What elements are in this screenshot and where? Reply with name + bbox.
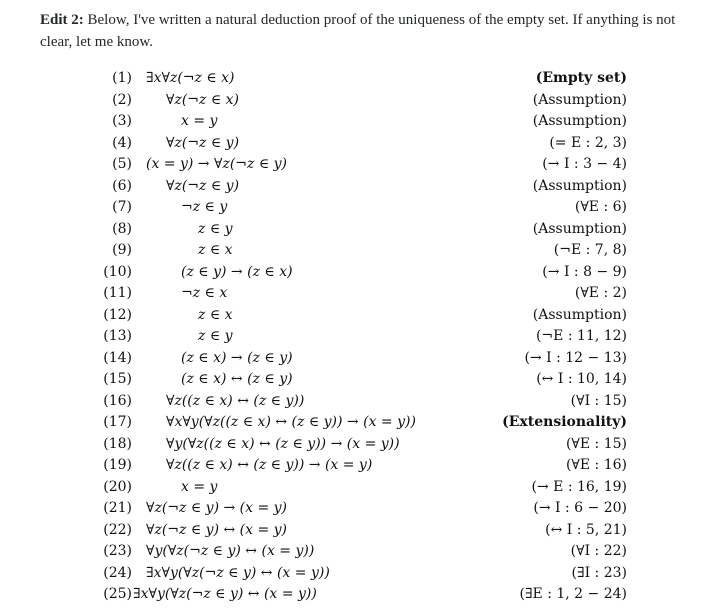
line-number: (22) bbox=[103, 521, 132, 538]
proof-line bbox=[0, 154, 705, 176]
formula: (z ∈ x) ↔ (z ∈ y) bbox=[181, 371, 293, 387]
line-number: (24) bbox=[103, 564, 132, 581]
line-number: (3) bbox=[112, 113, 132, 129]
proof-line bbox=[0, 412, 705, 434]
proof-line bbox=[0, 348, 705, 370]
justification: (∀E : 6) bbox=[574, 199, 627, 215]
proof-line bbox=[0, 498, 705, 520]
proof-line bbox=[0, 219, 705, 241]
justification: (Assumption) bbox=[532, 220, 627, 237]
line-number: (23) bbox=[103, 543, 132, 559]
formula: ∃x∀y(∀z(¬z ∈ y) ↔ (x = y)) bbox=[146, 564, 330, 581]
line-number: (11) bbox=[103, 285, 132, 301]
proof-line bbox=[0, 133, 705, 155]
proof-line bbox=[0, 563, 705, 585]
line-number: (6) bbox=[112, 177, 132, 194]
formula: ∃x∀y(∀z(¬z ∈ y) ↔ (x = y)) bbox=[133, 586, 317, 602]
justification: (∃E : 1, 2 − 24) bbox=[519, 586, 627, 602]
justification: (→ I : 12 − 13) bbox=[524, 349, 627, 366]
line-number: (21) bbox=[103, 500, 132, 516]
line-number: (14) bbox=[103, 349, 132, 366]
formula: z ∈ y bbox=[198, 220, 233, 237]
justification: (Assumption) bbox=[532, 91, 627, 108]
line-number: (18) bbox=[103, 435, 132, 452]
justification: (↔ I : 5, 21) bbox=[545, 521, 627, 538]
proof-table bbox=[0, 68, 705, 606]
justification: (→ E : 16, 19) bbox=[531, 478, 627, 495]
proof-line bbox=[0, 541, 705, 563]
formula: ∀z(¬z ∈ y) bbox=[166, 177, 240, 194]
formula: ∀z(¬z ∈ x) bbox=[166, 91, 240, 108]
line-number: (17) bbox=[103, 414, 132, 430]
justification: (∀I : 22) bbox=[570, 543, 627, 559]
line-number: (16) bbox=[103, 392, 132, 409]
justification: (∃I : 23) bbox=[571, 564, 627, 581]
intro-text: Below, I've written a natural deduction proof of the uniqueness of the empty set. If anything is not clear, let me know. bbox=[40, 12, 676, 50]
proof-line bbox=[0, 477, 705, 499]
formula: z ∈ x bbox=[198, 242, 233, 258]
proof-line bbox=[0, 176, 705, 198]
proof-line bbox=[0, 584, 705, 606]
formula: ∀z(¬z ∈ y) ↔ (x = y) bbox=[146, 521, 288, 538]
formula: x = y bbox=[181, 113, 218, 129]
proof-line bbox=[0, 434, 705, 456]
proof-line bbox=[0, 197, 705, 219]
line-number: (15) bbox=[103, 371, 132, 387]
line-number: (20) bbox=[103, 478, 132, 495]
line-number: (7) bbox=[112, 199, 132, 215]
justification: (∀E : 15) bbox=[565, 435, 627, 452]
proof-line bbox=[0, 262, 705, 284]
proof-line bbox=[0, 283, 705, 305]
proof-line bbox=[0, 305, 705, 327]
formula: ∀z((z ∈ x) ↔ (z ∈ y)) → (x = y) bbox=[166, 457, 373, 473]
formula: z ∈ x bbox=[198, 306, 233, 323]
formula: ∀y(∀z(¬z ∈ y) ↔ (x = y)) bbox=[146, 543, 315, 559]
justification: (Assumption) bbox=[532, 113, 627, 129]
proof-line bbox=[0, 520, 705, 542]
line-number: (5) bbox=[112, 156, 132, 172]
proof-line bbox=[0, 455, 705, 477]
formula: ∀x∀y(∀z((z ∈ x) ↔ (z ∈ y)) → (x = y)) bbox=[166, 414, 416, 430]
line-number: (9) bbox=[112, 242, 132, 258]
formula: ¬z ∈ x bbox=[181, 285, 228, 301]
line-number: (2) bbox=[112, 91, 132, 108]
justification: (Empty set) bbox=[535, 70, 627, 86]
formula: ∀y(∀z((z ∈ x) ↔ (z ∈ y)) → (x = y)) bbox=[166, 435, 400, 452]
line-number: (12) bbox=[103, 306, 132, 323]
justification: (Extensionality) bbox=[502, 414, 627, 430]
intro-paragraph bbox=[40, 9, 688, 53]
justification: (∀E : 16) bbox=[565, 457, 627, 473]
line-number: (1) bbox=[112, 70, 132, 86]
line-number: (19) bbox=[103, 457, 132, 473]
justification: (→ I : 8 − 9) bbox=[542, 263, 627, 280]
formula: ¬z ∈ y bbox=[181, 199, 228, 215]
edit-label: Edit 2: bbox=[40, 12, 84, 28]
proof-line bbox=[0, 68, 705, 90]
formula: z ∈ y bbox=[198, 328, 233, 344]
formula: ∀z(¬z ∈ y) → (x = y) bbox=[146, 500, 288, 516]
justification: (= E : 2, 3) bbox=[549, 134, 627, 151]
line-number: (4) bbox=[112, 134, 132, 151]
proof-line bbox=[0, 369, 705, 391]
proof-line bbox=[0, 326, 705, 348]
formula: (z ∈ y) → (z ∈ x) bbox=[181, 263, 293, 280]
line-number: (13) bbox=[103, 328, 132, 344]
justification: (∀E : 2) bbox=[574, 285, 627, 301]
line-number: (10) bbox=[103, 263, 132, 280]
formula: (x = y) → ∀z(¬z ∈ y) bbox=[146, 156, 288, 172]
justification: (∀I : 15) bbox=[570, 392, 627, 409]
proof-line bbox=[0, 391, 705, 413]
proof-line bbox=[0, 90, 705, 112]
line-number: (8) bbox=[112, 220, 132, 237]
justification: (→ I : 3 − 4) bbox=[542, 156, 627, 172]
justification: (¬E : 11, 12) bbox=[535, 328, 627, 344]
proof-line bbox=[0, 111, 705, 133]
formula: ∀z((z ∈ x) ↔ (z ∈ y)) bbox=[166, 392, 305, 409]
line-number: (25) bbox=[103, 586, 132, 602]
justification: (↔ I : 10, 14) bbox=[536, 371, 627, 387]
proof-line bbox=[0, 240, 705, 262]
formula: ∀z(¬z ∈ y) bbox=[166, 134, 240, 151]
justification: (Assumption) bbox=[532, 177, 627, 194]
formula: (z ∈ x) → (z ∈ y) bbox=[181, 349, 293, 366]
formula: x = y bbox=[181, 478, 218, 495]
justification: (Assumption) bbox=[532, 306, 627, 323]
formula: ∃x∀z(¬z ∈ x) bbox=[146, 70, 235, 86]
justification: (¬E : 7, 8) bbox=[553, 242, 627, 258]
justification: (→ I : 6 − 20) bbox=[533, 500, 627, 516]
